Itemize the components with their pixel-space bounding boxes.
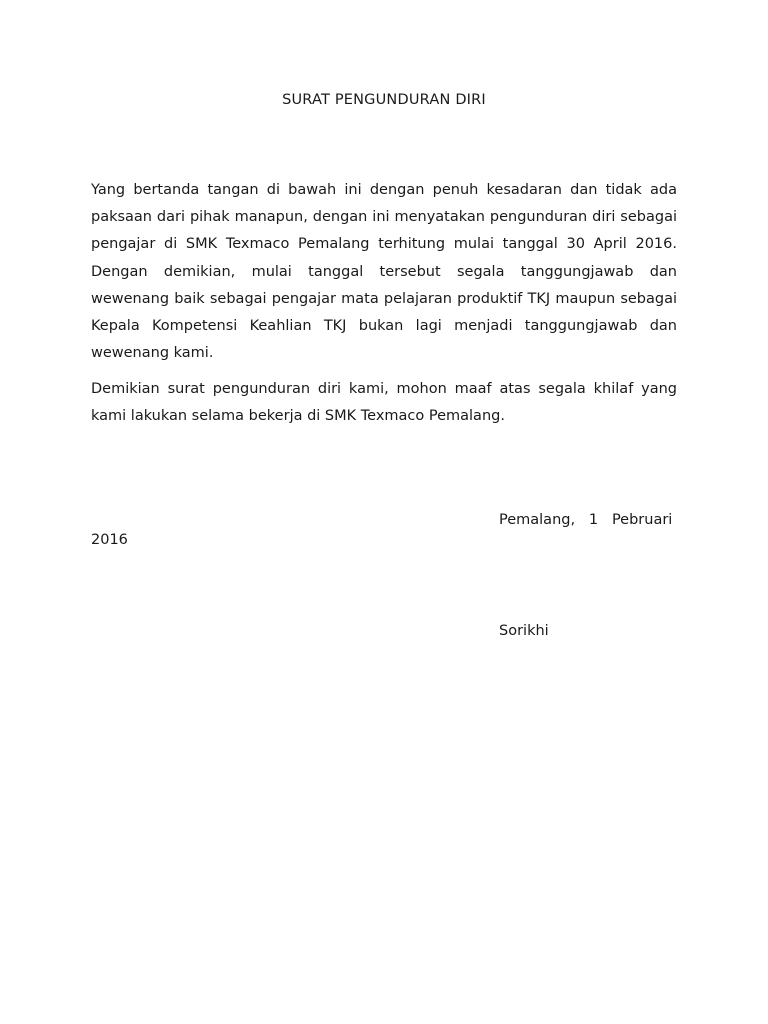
signer-name: Sorikhi bbox=[499, 623, 549, 639]
letter-paragraph-1: Yang bertanda tangan di bawah ini dengan penuh kesadaran dan tidak ada paksaan dari pihak manapun, dengan ini menyatakan pengunduran diri sebagai pengajar di SMK Texmaco Pemalang terhitung mulai tanggal 30 April 2016. Dengan demikian, mulai tanggal tersebut segala tanggungjawab dan wewenang baik sebagai pengajar mata pelajaran produktif TKJ maupun sebagai Kepala Kompetensi Keahlian TKJ bukan lagi menjadi tanggungjawab dan wewenang kami. bbox=[91, 182, 677, 362]
letter-title: SURAT PENGUNDURAN DIRI bbox=[282, 92, 486, 108]
place-date: Pemalang, 1 Pebruari bbox=[499, 512, 673, 528]
letter-paragraph-2: Demikian surat pengunduran diri kami, mohon maaf atas segala khilaf yang kami lakukan selama bekerja di SMK Texmaco Pemalang. bbox=[91, 381, 677, 425]
place-date-block bbox=[91, 510, 677, 550]
date-year: 2016 bbox=[91, 532, 128, 548]
